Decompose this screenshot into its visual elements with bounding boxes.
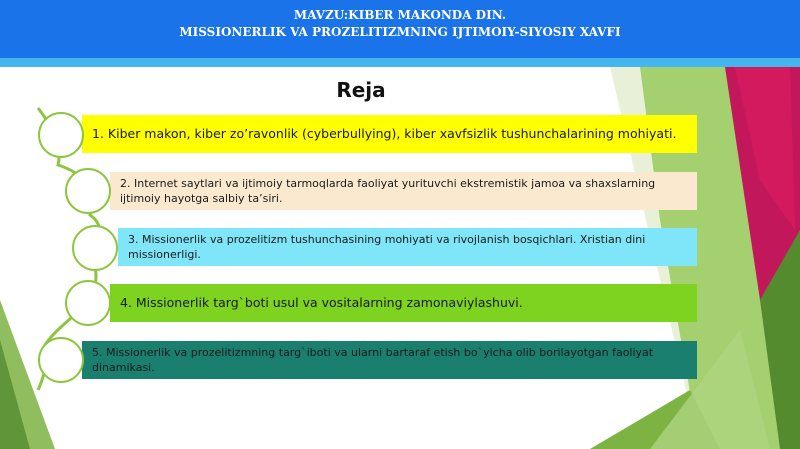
header-stripe: [0, 58, 800, 67]
header-title-line2: MISSIONERLIK VA PROZELITIZMNING IJTIMOIY-SIYOSIY XAVFI: [179, 25, 621, 39]
plan-item-1: [82, 115, 697, 153]
plan-item-3-circle: [72, 225, 118, 271]
plan-item-5-circle: [38, 337, 84, 383]
plan-item-5: [82, 341, 697, 379]
plan-item-1-text: 1. Kiber makon, kiber zo’ravonlik (cyberbullying), kiber xavfsizlik tushunchalarining mohiyati.: [92, 126, 677, 141]
plan-item-5-text: 5. Missionerlik va prozelitizmning targ`iboti va ularni bartaraf etish bo`yicha olib borilayotgan faoliyat dinamikasi.: [92, 346, 654, 374]
plan-item-2-text: 2. Internet saytlari va ijtimoiy tarmoqlarda faoliyat yurituvchi ekstremistik jamoa va shaxslarning ijtimoiy hayotga salbiy ta’siri.: [120, 177, 656, 205]
plan-item-1-circle: [38, 112, 84, 158]
plan-item-3-text: 3. Missionerlik va prozelitizm tushunchasining mohiyati va rivojlanish bosqichlari. Xristian dini missionerligi.: [128, 233, 646, 261]
header-title-line1: MAVZU:KIBER MAKONDA DIN.: [293, 8, 507, 22]
plan-item-4-text: 4. Missionerlik targ`boti usul va vositalarning zamonaviylashuvi.: [120, 295, 523, 310]
plan-item-2: [110, 172, 697, 210]
plan-item-2-circle: [65, 168, 111, 214]
plan-item-4: [110, 284, 697, 322]
plan-item-3: [118, 228, 697, 266]
page-title: Reja: [336, 78, 386, 102]
plan-item-4-circle: [65, 280, 111, 326]
header-bar: [0, 0, 800, 58]
